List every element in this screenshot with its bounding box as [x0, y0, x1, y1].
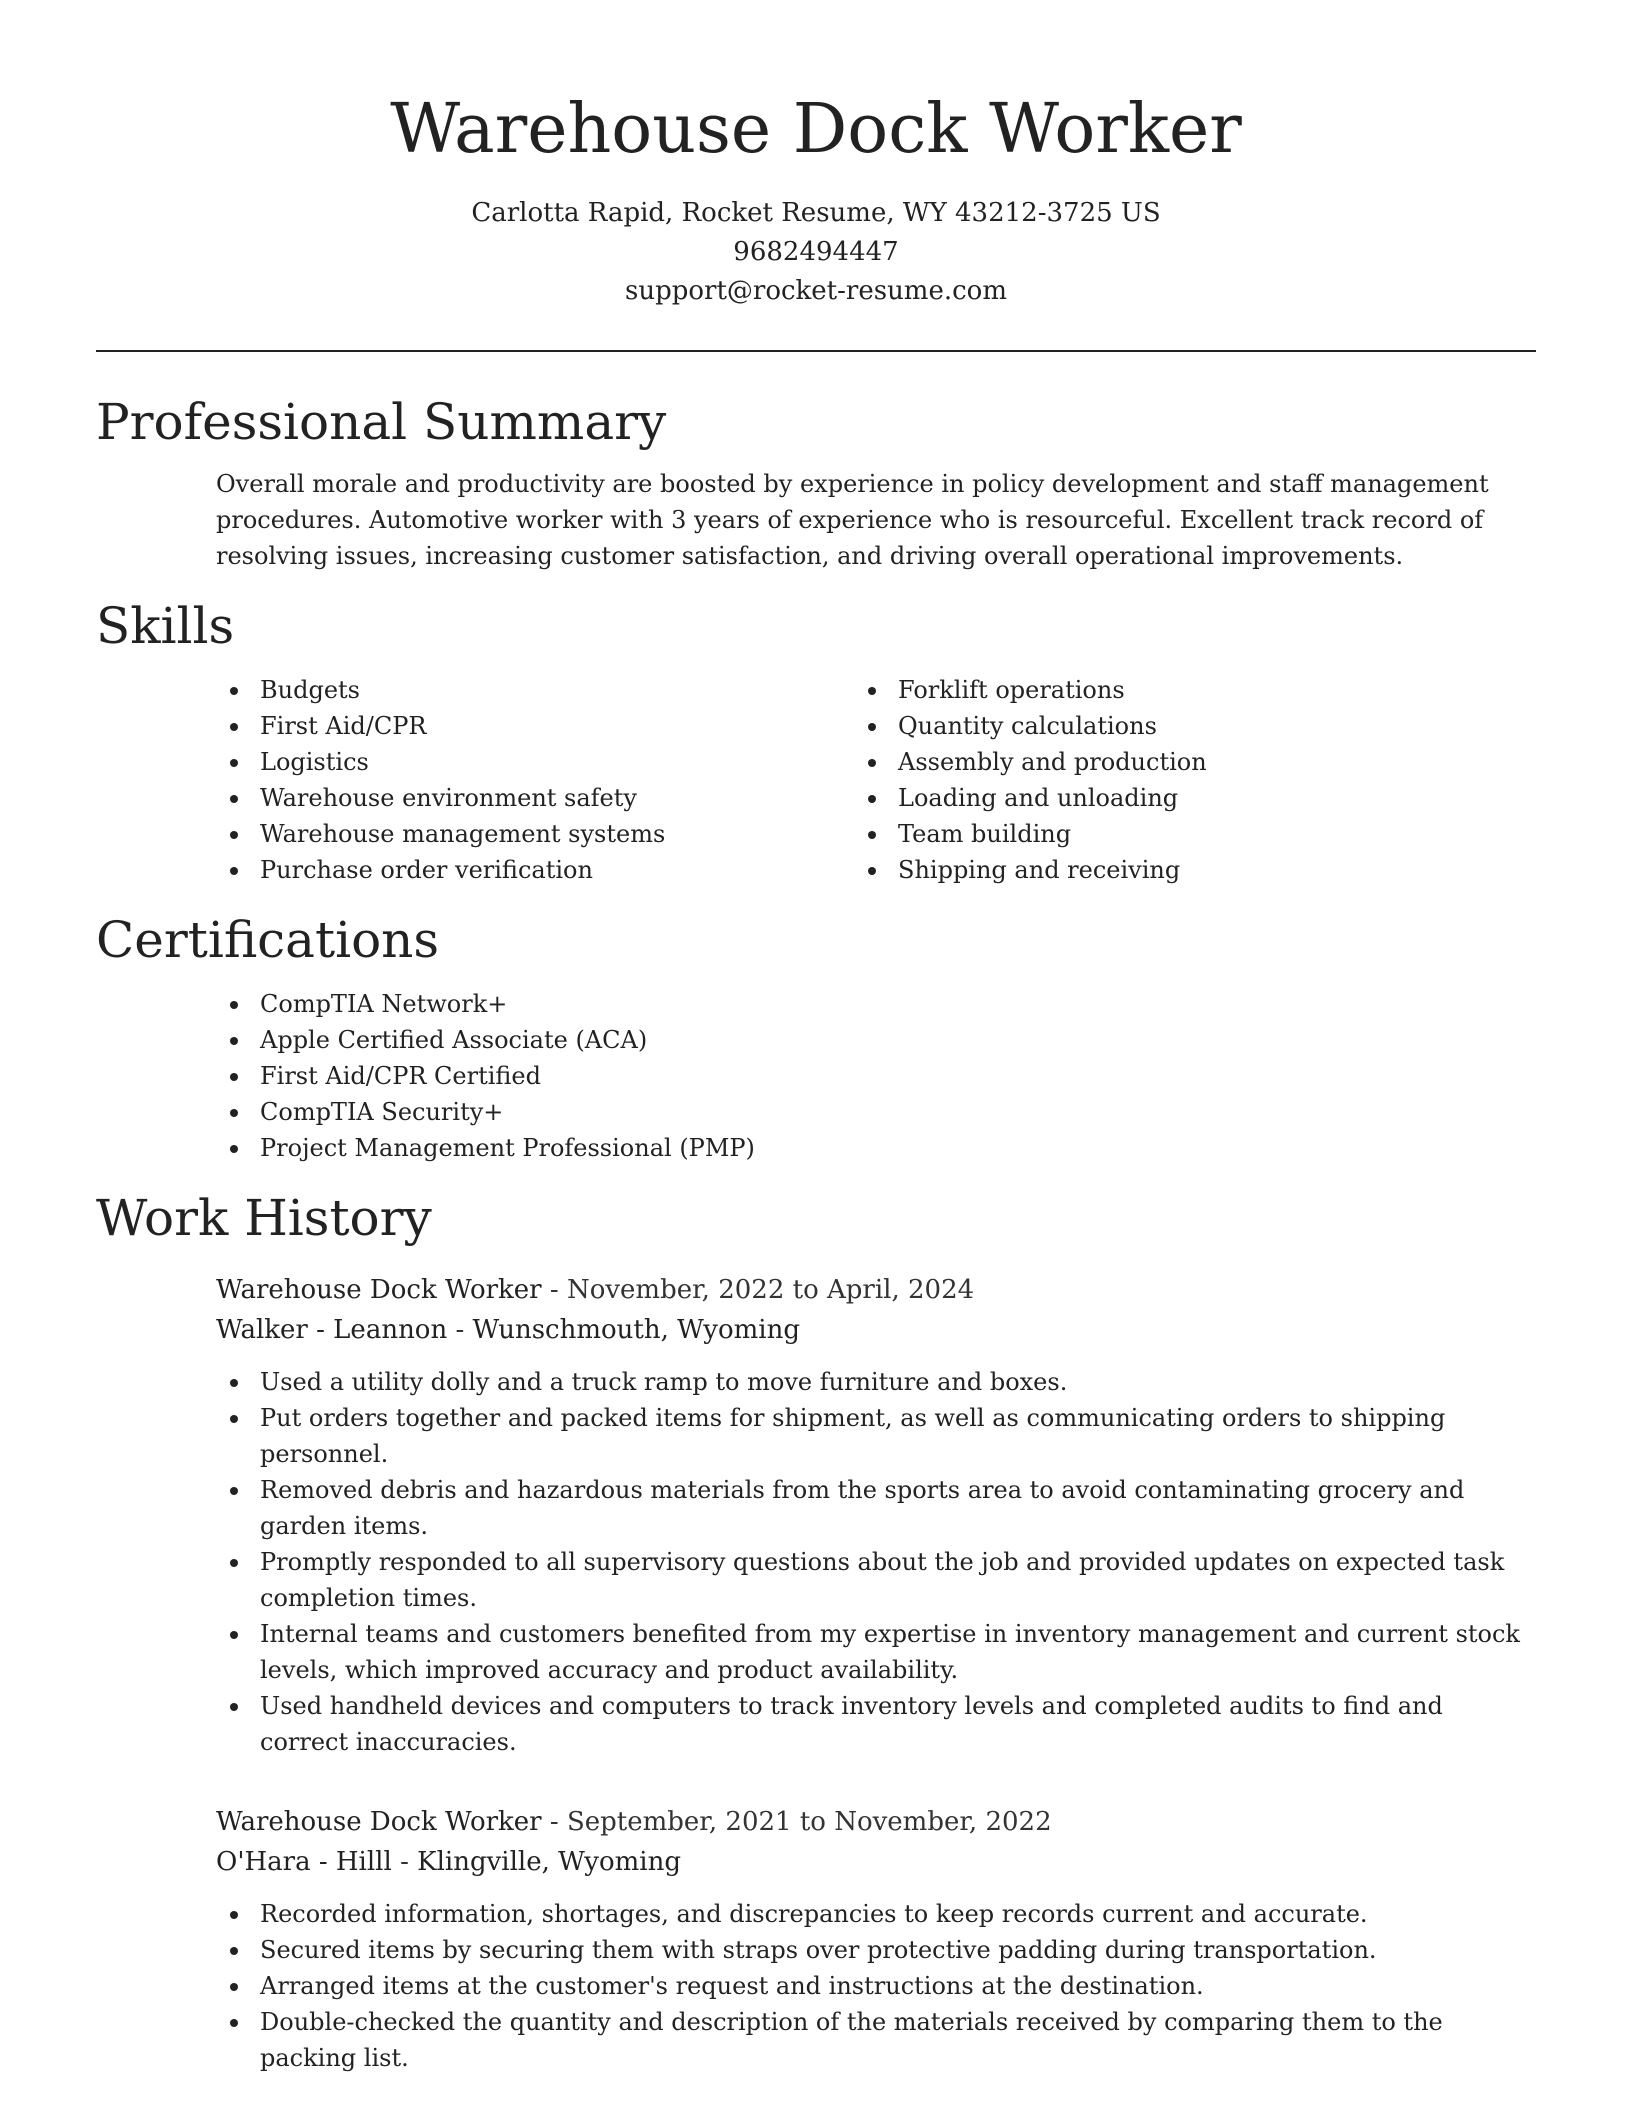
- certifications-list: [96, 986, 1536, 1166]
- job-position: Warehouse Dock Worker: [216, 1807, 542, 1837]
- contact-info: [96, 194, 1536, 311]
- contact-phone: 9682494447: [733, 237, 899, 267]
- skill-item: Team building: [898, 816, 1536, 852]
- skill-item: Logistics: [260, 744, 898, 780]
- separator: -: [391, 1847, 418, 1877]
- separator: -: [541, 1275, 567, 1305]
- work-history-heading: Work History: [96, 1189, 432, 1247]
- job-bullets: [96, 1896, 1536, 2076]
- skill-item: Assembly and production: [898, 744, 1536, 780]
- job-entry: [96, 1802, 1536, 2076]
- resume-title: Warehouse Dock Worker: [390, 90, 1242, 169]
- job-entry: [96, 1270, 1536, 1760]
- job-bullet: Secured items by securing them with straps over protective padding during transportation.: [260, 1932, 1536, 1968]
- skill-item: Forklift operations: [898, 672, 1536, 708]
- separator: -: [447, 1315, 473, 1345]
- resume-header: [96, 0, 1536, 352]
- summary-text: Overall morale and productivity are boosted by experience in policy development and staff management procedures. Automotive worker with 3 years of experience who is resourceful. Excellent track record of resolving issues, increasing customer satisfaction, and driving overall operational improvements.: [216, 470, 1489, 570]
- job-bullet: Recorded information, shortages, and discrepancies to keep records current and accurate.: [260, 1896, 1536, 1932]
- job-bullet: Removed debris and hazardous materials from the sports area to avoid contaminating grocery and garden items.: [260, 1472, 1536, 1544]
- job-position: Warehouse Dock Worker: [216, 1275, 542, 1305]
- job-company-line: [216, 1310, 1536, 1350]
- skill-item: Quantity calculations: [898, 708, 1536, 744]
- job-title-line: [216, 1270, 1536, 1310]
- summary-section: [96, 390, 1536, 574]
- skill-item: Purchase order verification: [260, 852, 898, 888]
- certifications-heading: Certifications: [96, 911, 440, 969]
- skill-item: First Aid/CPR: [260, 708, 898, 744]
- job-bullet: Promptly responded to all supervisory questions about the job and provided updates on expected task completion times.: [260, 1544, 1536, 1616]
- job-bullet: Used handheld devices and computers to track inventory levels and completed audits to find and correct inaccuracies.: [260, 1688, 1536, 1760]
- work-history-section: [96, 1186, 1536, 2076]
- job-bullet: Double-checked the quantity and description of the materials received by comparing them to the packing list.: [260, 2004, 1536, 2076]
- skills-section: [96, 594, 1536, 888]
- job-dates: November, 2022 to April, 2024: [566, 1275, 975, 1305]
- skill-item: Loading and unloading: [898, 780, 1536, 816]
- skill-item: Budgets: [260, 672, 898, 708]
- contact-address: Carlotta Rapid, Rocket Resume, WY 43212-3725 US: [471, 198, 1161, 228]
- certification-item: CompTIA Network+: [260, 986, 1536, 1022]
- job-location: Wunschmouth, Wyoming: [472, 1315, 800, 1345]
- job-bullet: Internal teams and customers benefited from my expertise in inventory management and current stock levels, which improved accuracy and product availability.: [260, 1616, 1536, 1688]
- job-bullet: Put orders together and packed items for shipment, as well as communicating orders to shipping personnel.: [260, 1400, 1536, 1472]
- job-company: Walker - Leannon: [216, 1315, 448, 1345]
- job-header: [216, 1270, 1536, 1350]
- job-location: Klingville, Wyoming: [417, 1847, 682, 1877]
- skills-column-2: [898, 672, 1536, 888]
- skills-grid: [96, 658, 1536, 888]
- header-divider: [96, 350, 1536, 352]
- job-bullet: Used a utility dolly and a truck ramp to move furniture and boxes.: [260, 1364, 1536, 1400]
- resume-page: [96, 0, 1536, 2076]
- job-header: [216, 1802, 1536, 1882]
- certification-item: Project Management Professional (PMP): [260, 1130, 1536, 1166]
- job-bullets: [96, 1364, 1536, 1760]
- certifications-section: [96, 908, 1536, 1166]
- separator: -: [541, 1807, 567, 1837]
- skill-item: Warehouse environment safety: [260, 780, 898, 816]
- skills-heading: Skills: [96, 597, 235, 655]
- job-title-line: [216, 1802, 1536, 1842]
- contact-email: support@rocket-resume.com: [624, 276, 1007, 306]
- skill-item: Warehouse management systems: [260, 816, 898, 852]
- skills-column-1: [96, 672, 898, 888]
- certification-item: First Aid/CPR Certified: [260, 1058, 1536, 1094]
- job-bullet: Arranged items at the customer's request and instructions at the destination.: [260, 1968, 1536, 2004]
- certification-item: CompTIA Security+: [260, 1094, 1536, 1130]
- job-company-line: [216, 1842, 1536, 1882]
- job-company: O'Hara - Hilll: [216, 1847, 392, 1877]
- job-dates: September, 2021 to November, 2022: [566, 1807, 1052, 1837]
- skill-item: Shipping and receiving: [898, 852, 1536, 888]
- certification-item: Apple Certified Associate (ACA): [260, 1022, 1536, 1058]
- summary-heading: Professional Summary: [96, 393, 667, 451]
